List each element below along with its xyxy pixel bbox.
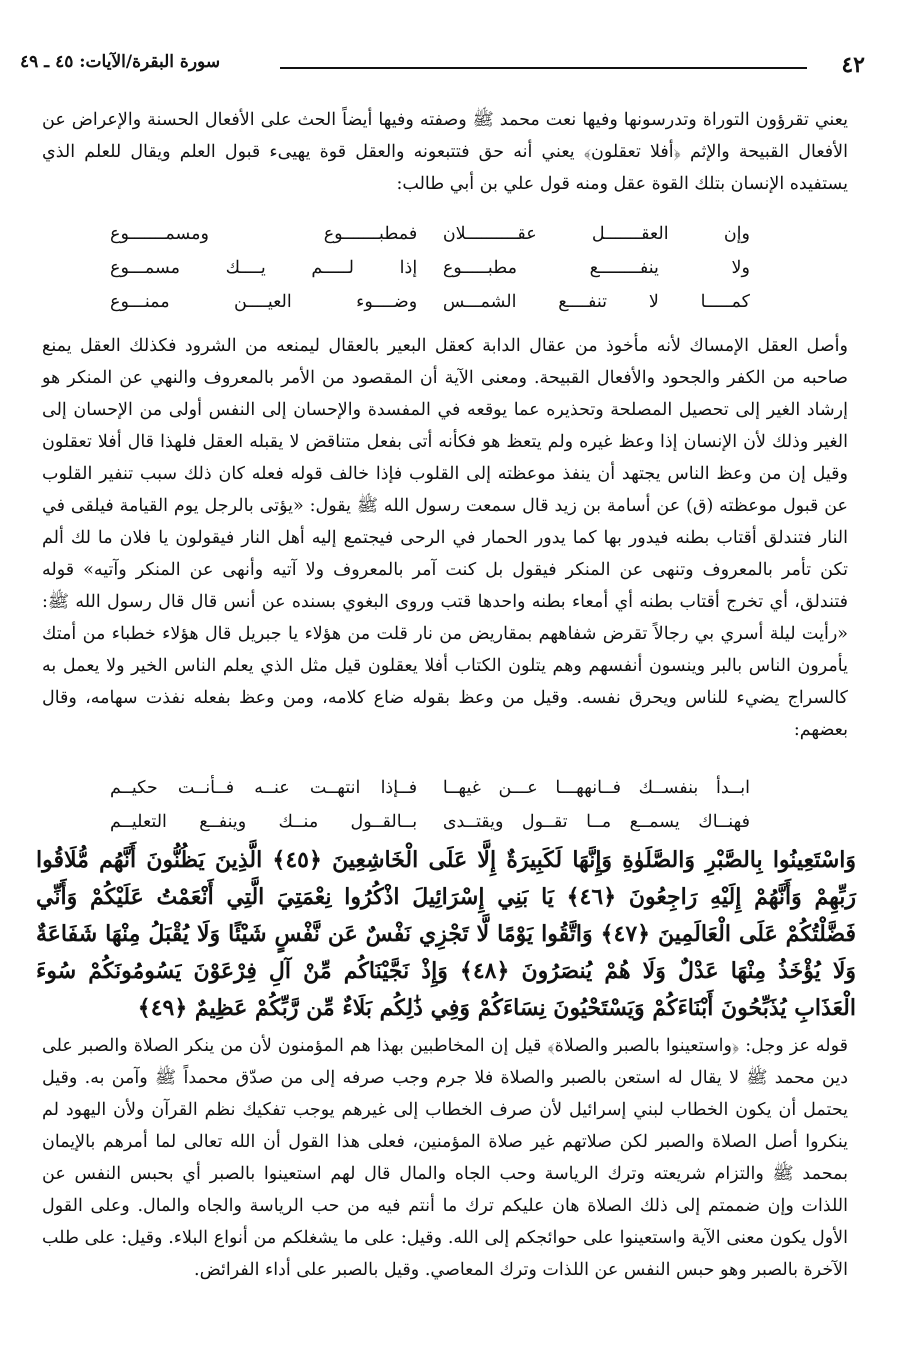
poem-line — [110, 812, 750, 846]
poem-reason — [110, 224, 750, 326]
hemistich-first: كمـــــا لا تنفــــع الشمـــس — [442, 292, 750, 312]
hemistich-second: فمطبـــــــوع ومسمـــــــوع — [110, 224, 418, 244]
hemistich-second: إذا لـــــم يــــك مسمـــوع — [110, 258, 418, 278]
hemistich-first: ولا ينفــــــــع مطبـــــوع — [442, 258, 750, 278]
header-rule — [280, 67, 807, 69]
paragraph-tafsir: قوله عز وجل: ﴿واستعينوا بالصبر والصلاة﴾ قيل إن المخاطبين بهذا هم المؤمنون لأن من ينكر الصلاة والصبر على دين محمد ﷺ لا يقال له استعن بالصبر والصلاة فلا جرم وجب صرفه إلى من صدّق محمداً ﷺ وآمن به. وقيل يحتمل أن يكون الخطاب لبني إسرائيل لأن صرف الخطاب إلى غيرهم يوجب تفكيك نظم القرآن ولأن اليهود لم ينكروا أصل الصلاة والصبر لكن صلاتهم غير صلاة المؤمنين، فعلى هذا القول أن الله تعالى لما أمرهم بالإيمان بمحمد ﷺ والتزام شريعته وترك الرياسة وحب الجاه والمال قال لهم استعينوا بالصبر أي بحبس النفس عن اللذات وإن ضممتم إلى ذلك الصلاة هان عليكم ترك ما أنتم فيه من حب الرياسة والجاه والمال. وعلى القول الأول يكون معنى الآية واستعينوا على حوائجكم إلى الله. وقيل: على ما يشغلكم من أنواع البلاء. وقيل: على طلب الآخرة بالصبر وهو حبس النفس عن اللذات وترك المعاصي. وقيل بالصبر على أداء الفرائض. — [42, 1036, 848, 1280]
poem-line — [110, 224, 750, 258]
poem-line — [110, 778, 750, 812]
quran-verses: وَاسْتَعِينُوا بِالصَّبْرِ وَالصَّلَوٰةِ وَإِنَّهَا لَكَبِيرَةٌ إِلَّا عَلَى الْخَاشِعِينَ ﴿٤٥﴾ الَّذِينَ يَظُنُّونَ أَنَّهُم مُّلَاقُوا رَبِّهِمْ وَأَنَّهُمْ إِلَيْهِ رَاجِعُونَ ﴿٤٦﴾ يَا بَنِي إِسْرَائِيلَ اذْكُرُوا نِعْمَتِيَ الَّتِي أَنْعَمْتُ عَلَيْكُمْ وَأَنِّي فَضَّلْتُكُمْ عَلَى الْعَالَمِينَ ﴿٤٧﴾ وَاتَّقُوا يَوْمًا لَّا تَجْزِي نَفْسٌ عَن نَّفْسٍ شَيْئًا وَلَا يُقْبَلُ مِنْهَا شَفَاعَةٌ وَلَا يُؤْخَذُ مِنْهَا عَدْلٌ وَلَا هُمْ يُنصَرُونَ ﴿٤٨﴾ وَإِذْ نَجَّيْنَاكُم مِّنْ آلِ فِرْعَوْنَ يَسُومُونَكُمْ سُوءَ الْعَذَابِ يُذَبِّحُونَ أَبْنَاءَكُمْ وَيَسْتَحْيُونَ نِسَاءَكُمْ وَفِي ذَٰلِكُم بَلَاءٌ مِّن رَّبِّكُمْ عَظِيمٌ ﴿٤٩﴾ — [36, 847, 857, 1021]
paragraph-commentary: وأصل العقل الإمساك لأنه مأخوذ من عقال الدابة كعقل البعير بالعقال ليمنعه من الشرود فكذلك العقل يمنع صاحبه من الكفر والجحود والأفعال القبيحة. ومعنى الآية أن المقصود من الأمر بالمعروف والنهي عن المنكر هو إرشاد الغير إلى تحصيل المصلحة وتحذيره عما يوقعه في المفسدة والإحسان إلى النفس أولى من الإحسان إلى الغير وذلك لأن الإنسان إذا وعظ غيره ولم يتعظ هو فكأنه أتى بفعل متناقض لا يقبله العقل فلهذا قال أفلا تعقلون وقيل إن من وعظ الناس يجتهد أن ينفذ موعظته إلى القلوب فإذا خالف قوله فعله كان ذلك سبب تنفير القلوب عن قبول موعظته (ق) عن أسامة بن زيد قال سمعت رسول الله ﷺ يقول: «يؤتى بالرجل يوم القيامة فيلقى في النار فتندلق أقتاب بطنه فيدور بها كما يدور الحمار في الرحى فيجتمع إليه أهل النار فيقولون يا فلان ما لك ألم تكن تأمر بالمعروف وتنهى عن المنكر فيقول بل كنت آمر بالمعروف ولا آتيه وأنهى عن المنكر وآتيه» قوله فتندلق، أي تخرج أقتاب بطنه أي أمعاء بطنه واحدها قتب وروى البغوي بسنده عن أنس قال قال رسول الله ﷺ: «رأيت ليلة أسري بي رجالاً تقرض شفاههم بمقاريض من نار قلت من هؤلاء يا جبريل قال هؤلاء خطباء من أمتك يأمرون الناس بالبر وينسون أنفسهم وهم يتلون الكتاب أفلا يعقلون قيل مثل الذي يعلم الناس الخير ولا يعمل به كالسراج يضيء للناس ويحرق نفسه. وقيل من وعظ بقوله ضاع كلامه، ومن وعظ بفعله نفذت سهامه، وقال بعضهم: — [42, 336, 848, 740]
page-header — [20, 52, 865, 82]
poem-line — [110, 258, 750, 292]
running-title: سورة البقرة/الآيات: ٤٥ ـ ٤٩ — [20, 52, 221, 72]
page-number: ٤٢ — [841, 52, 865, 78]
hemistich-first: فهنــاك يسمــع مــا تقــول ويقتــدى — [442, 812, 750, 832]
hemistich-second: وضــــوء العيــــن ممنـــوع — [110, 292, 418, 312]
hemistich-first: ابــدأ بنفســك فــانههـــا عـــن غيهــا — [442, 778, 750, 798]
poem-line — [110, 292, 750, 326]
paragraph-intro: يعني تقرؤون التوراة وتدرسونها وفيها نعت محمد ﷺ وصفته وفيها أيضاً الحث على الأفعال الحسنة والإعراض عن الأفعال القبيحة والإثم ﴿أفلا تعقلون﴾ يعني أنه حق فتتبعونه والعقل قوة يهيىء قبول العلم ويقال للعلم الذي يستفيده الإنسان بتلك القوة عقل ومنه قول علي بن أبي طالب: — [42, 110, 848, 194]
poem-admonition — [110, 778, 750, 846]
hemistich-second: بــالقــول منــك وينفــع التعليــم — [110, 812, 418, 832]
hemistich-first: وإن العقـــــــل عقــــــــــلان — [442, 224, 750, 244]
hemistich-second: فــإذا انتهــت عنــه فــأنــت حكيــم — [110, 778, 418, 798]
